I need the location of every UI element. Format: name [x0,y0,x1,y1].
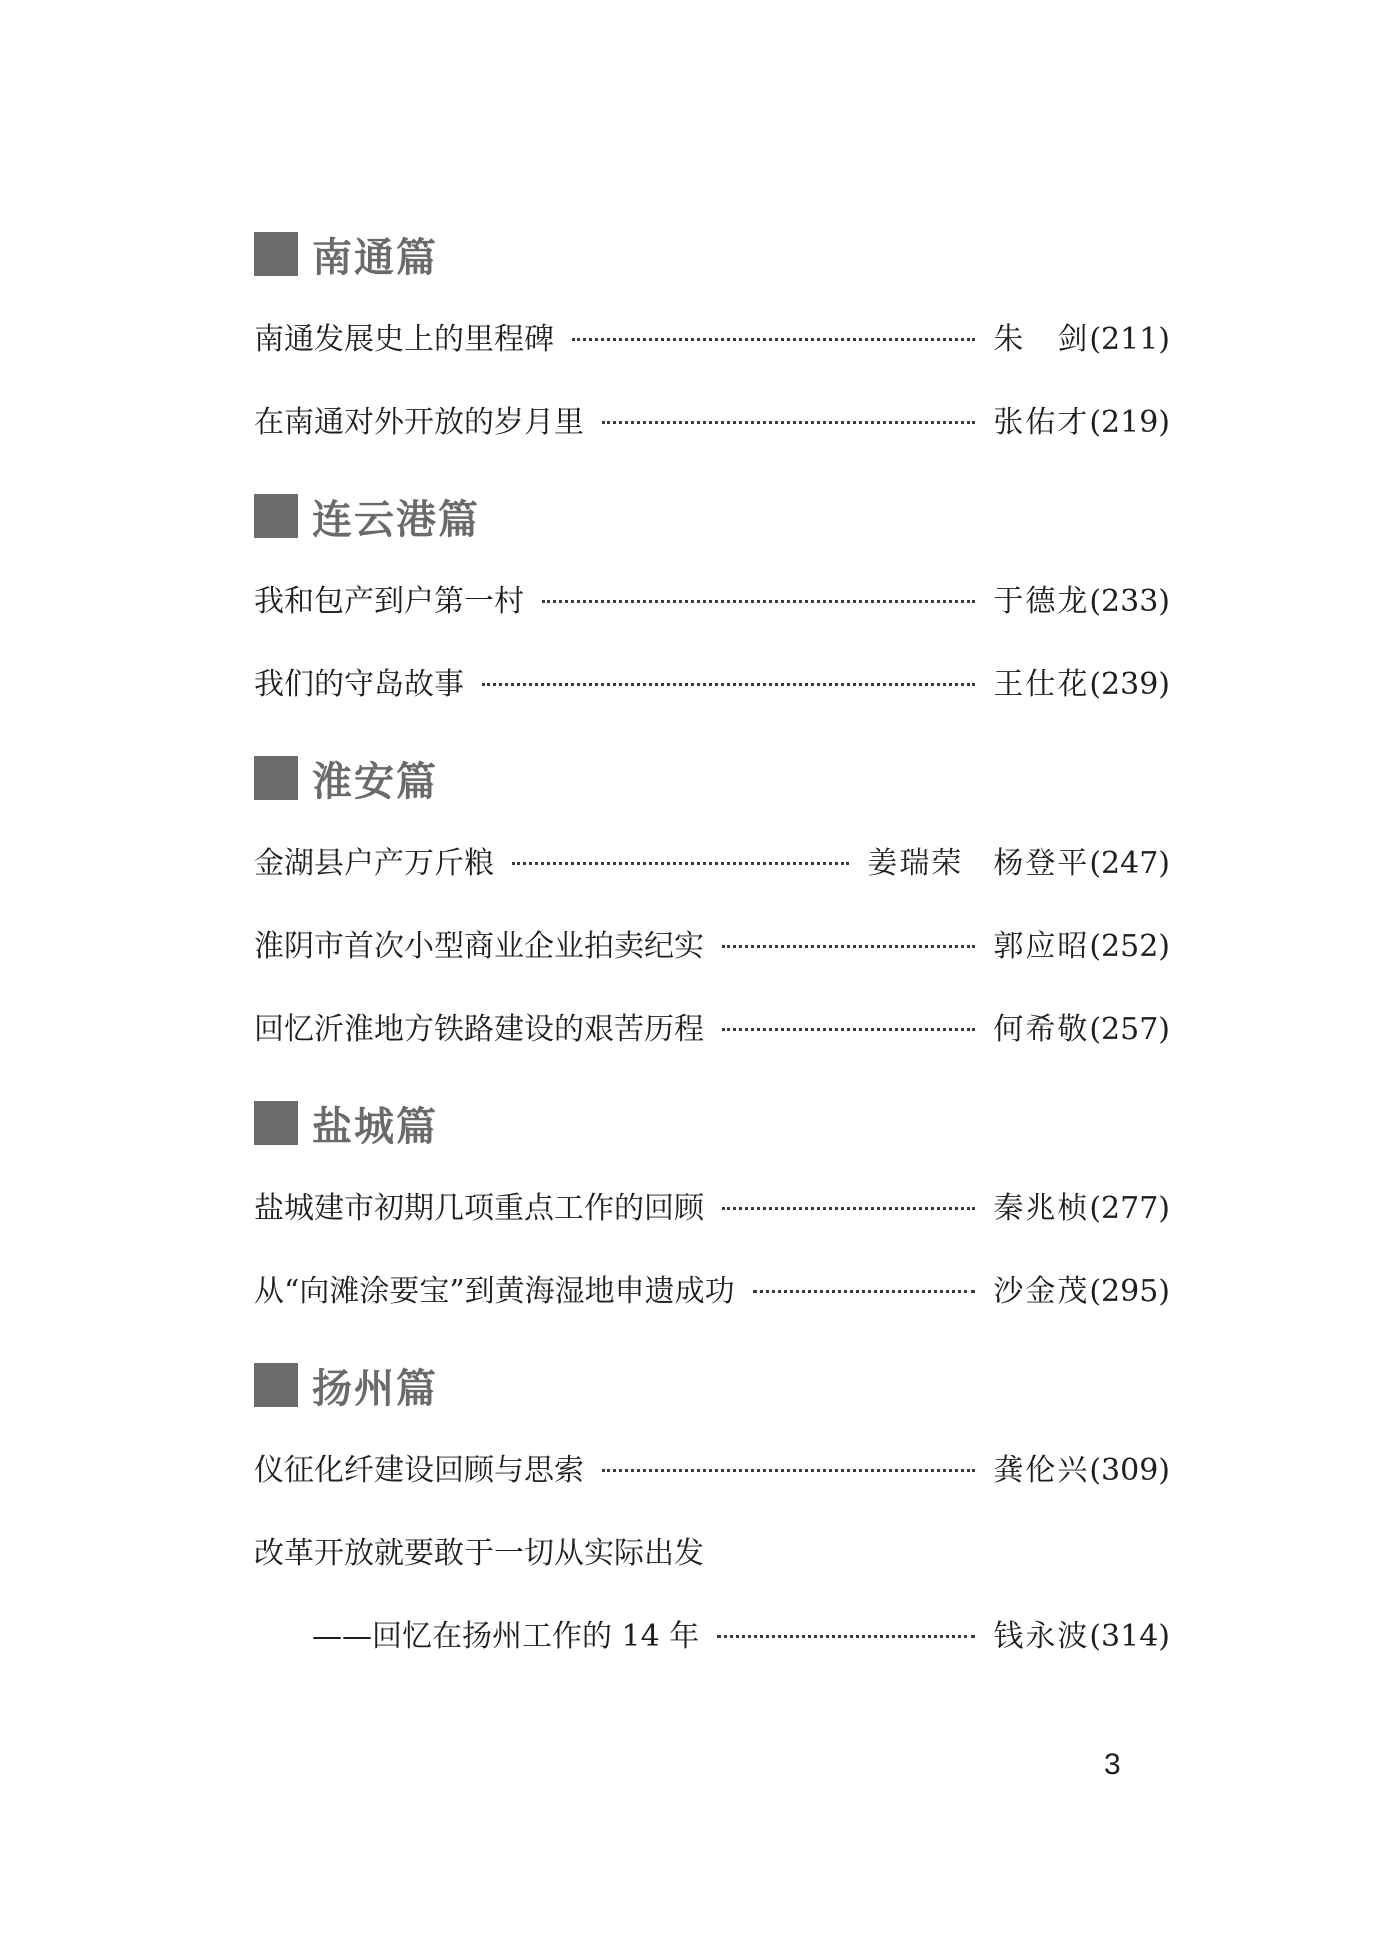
section-title: 南通篇 [312,234,438,281]
entry-title: 我和包产到户第一村 [254,584,524,619]
entry-page: (239) [1089,667,1170,702]
section-heading [254,1091,1170,1155]
entry-author: 钱永波 [993,1619,1090,1654]
entry-author: 王仕花 [993,667,1090,702]
toc-entry [254,1250,1170,1333]
entry-title: 淮阴市首次小型商业企业拍卖纪实 [254,929,704,964]
dot-leader [753,1290,976,1293]
entry-title: 在南通对外开放的岁月里 [254,405,584,440]
toc-entry-title-line [254,1512,1170,1595]
dot-leader [602,1469,975,1472]
toc-entry-subtitle [254,1595,1170,1678]
toc-entry [254,905,1170,988]
dot-leader [722,1207,975,1210]
entry-page: (277) [1089,1191,1170,1226]
entry-title: 我们的守岛故事 [254,667,464,702]
section-heading [254,746,1170,810]
toc-entry [254,1167,1170,1250]
entry-title: 回忆沂淮地方铁路建设的艰苦历程 [254,1012,704,1047]
entry-subtitle: ——回忆在扬州工作的 14 年 [312,1619,700,1654]
entry-page: (295) [1089,1274,1170,1309]
dot-leader [512,862,849,865]
section-heading [254,222,1170,286]
entry-title: 从“向滩涂要宝”到黄海湿地申遗成功 [254,1274,735,1309]
entry-page: (309) [1089,1453,1170,1488]
entry-page: (252) [1089,929,1170,964]
dot-leader [482,683,975,686]
entry-page: (219) [1089,405,1170,440]
section-title: 淮安篇 [312,758,438,805]
entry-page: (247) [1089,846,1170,881]
entry-title: 南通发展史上的里程碑 [254,322,554,357]
toc-entry [254,643,1170,726]
entry-page: (314) [1089,1619,1170,1654]
entry-author: 朱 剑 [993,322,1090,357]
section-title: 扬州篇 [312,1365,438,1412]
toc-entry [254,988,1170,1071]
section-marker-square [254,494,298,538]
toc-entry [254,1429,1170,1512]
toc-entry [254,298,1170,381]
entry-author: 于德龙 [993,584,1090,619]
section-heading [254,484,1170,548]
dot-leader [722,1028,975,1031]
dot-leader [602,421,975,424]
section-marker-square [254,1363,298,1407]
section-heading [254,1353,1170,1417]
entry-author: 张佑才 [993,405,1090,440]
entry-page: (233) [1089,584,1170,619]
entry-coauthor: 姜瑞荣 [867,846,964,881]
entry-title: 仪征化纤建设回顾与思索 [254,1453,584,1488]
entry-author: 沙金茂 [993,1274,1090,1309]
entry-author: 秦兆桢 [993,1191,1090,1226]
toc-entry [254,822,1170,905]
entry-author: 龚伦兴 [993,1453,1090,1488]
entry-title: 金湖县户产万斤粮 [254,846,494,881]
toc-entry [254,560,1170,643]
dot-leader [717,1635,975,1638]
entry-page: (257) [1089,1012,1170,1047]
entry-author: 何希敬 [993,1012,1090,1047]
entry-author: 郭应昭 [993,929,1090,964]
toc-entry [254,381,1170,464]
section-marker-square [254,232,298,276]
section-title: 盐城篇 [312,1103,438,1150]
section-marker-square [254,756,298,800]
dot-leader [542,600,975,603]
page-number: 3 [1104,1748,1121,1781]
dot-leader [722,945,975,948]
section-marker-square [254,1101,298,1145]
table-of-contents [254,222,1170,1678]
section-title: 连云港篇 [312,496,480,543]
entry-page: (211) [1089,322,1170,357]
entry-title: 盐城建市初期几项重点工作的回顾 [254,1191,704,1226]
dot-leader [572,338,975,341]
entry-title: 改革开放就要敢于一切从实际出发 [254,1536,704,1571]
entry-author: 杨登平 [993,846,1090,881]
